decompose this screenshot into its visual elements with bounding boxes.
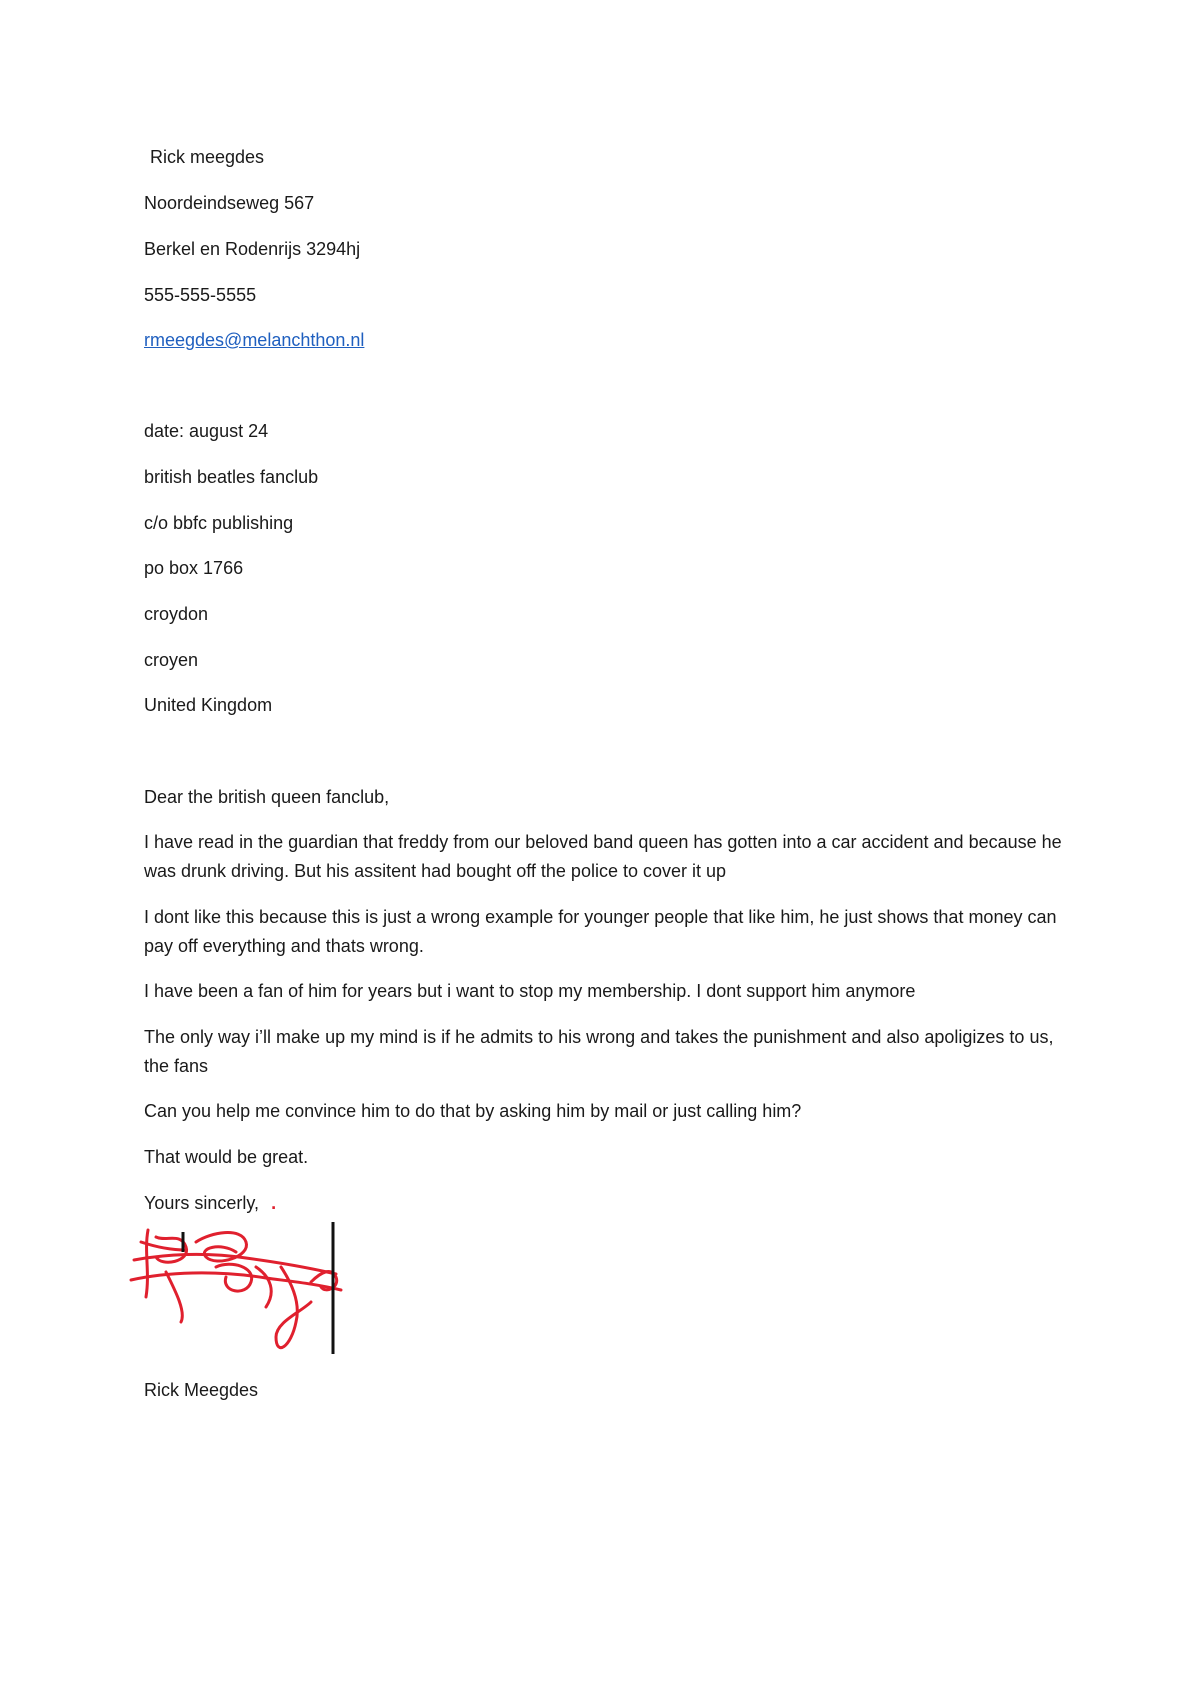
sender-email-link[interactable]: rmeegdes@melanchthon.nl (144, 330, 365, 350)
body-paragraph: I have been a fan of him for years but i want to stop my membership. I dont support him anymore (144, 981, 916, 1001)
letter-date: date: august 24 (144, 421, 269, 441)
body-paragraph: I have read in the guardian that freddy from our beloved band queen has gotten into a car accident and because he was drunk driving. But his assitent had bought off the police to cover it up (144, 832, 1062, 881)
recipient-country: United Kingdom (144, 695, 273, 715)
recipient-org: british beatles fanclub (144, 467, 319, 487)
handwritten-signature (126, 1212, 376, 1362)
sender-phone: 555-555-5555 (144, 285, 257, 305)
closing-mark: . (271, 1193, 277, 1213)
sender-city: Berkel en Rodenrijs 3294hj (144, 239, 361, 259)
body-paragraph: Can you help me convince him to do that by asking him by mail or just calling him? (144, 1101, 802, 1121)
recipient-po-box: po box 1766 (144, 558, 244, 578)
salutation: Dear the british queen fanclub, (144, 787, 390, 807)
sender-name: Rick meegdes (150, 147, 265, 167)
closing-text: Yours sincerly, (144, 1193, 260, 1213)
body-paragraph: I dont like this because this is just a wrong example for younger people that like him, he just shows that money can pay off everything and thats wrong. (144, 907, 1057, 956)
body-paragraph: The only way i’ll make up my mind is if he admits to his wrong and takes the punishment and also apoligizes to us, the fans (144, 1027, 1054, 1076)
sender-street: Noordeindseweg 567 (144, 193, 315, 213)
signature-name: Rick Meegdes (144, 1380, 259, 1400)
recipient-care-of: c/o bbfc publishing (144, 513, 294, 533)
body-paragraph: That would be great. (144, 1147, 309, 1167)
recipient-county: croyen (144, 650, 199, 670)
recipient-town: croydon (144, 604, 209, 624)
